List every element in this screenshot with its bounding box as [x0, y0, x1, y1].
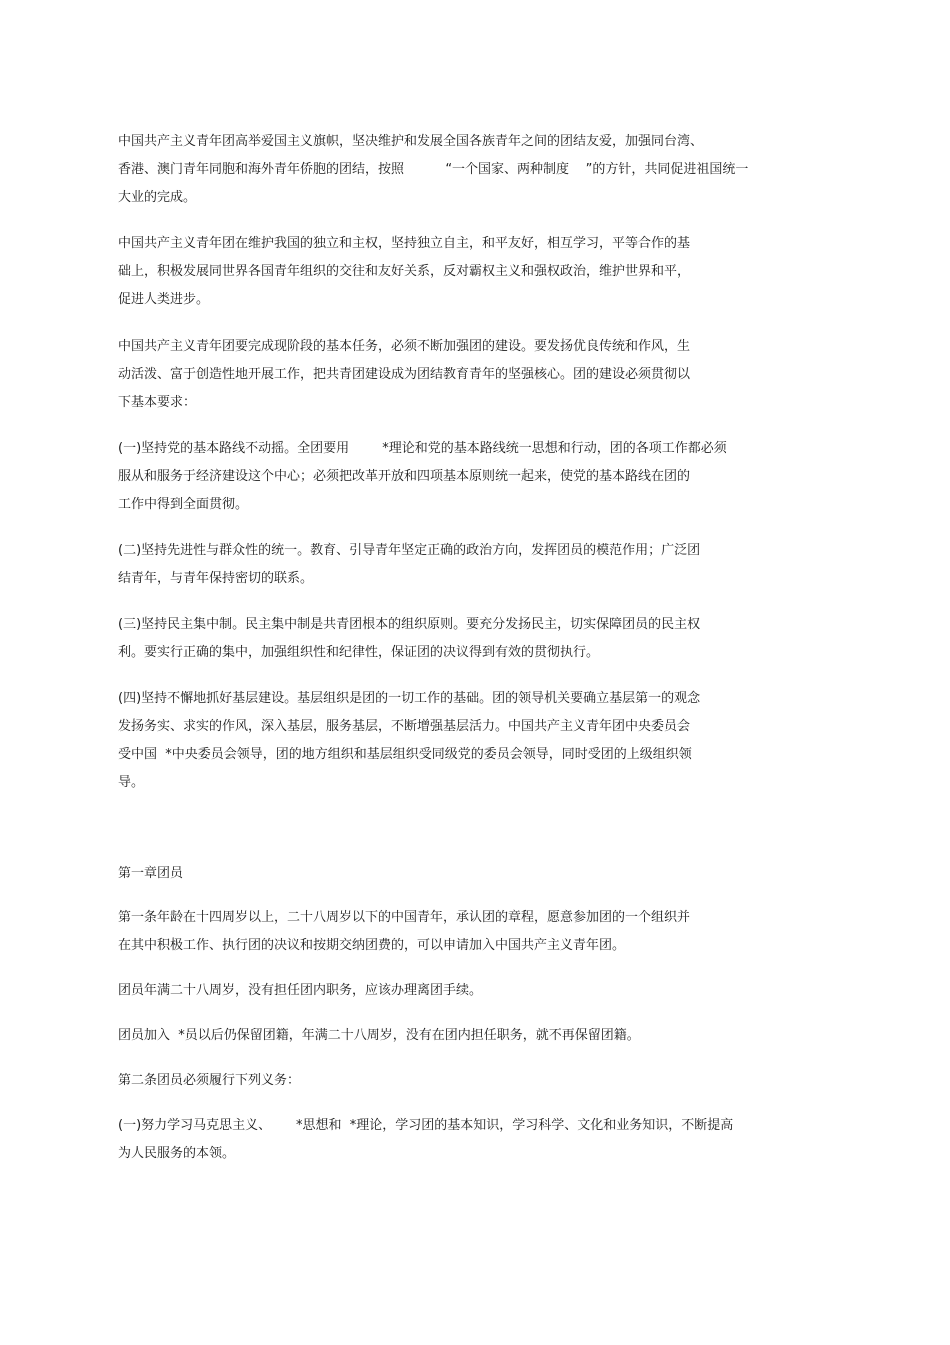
text-line: 中国共产主义青年团高举爱国主义旗帜，坚决维护和发展全国各族青年之间的团结友爱，加强同台湾、 — [118, 134, 704, 149]
text-line: 受中国 *中央委员会领导，团的地方组织和基层组织受同级党的委员会领导，同时受团的上级组织领 — [118, 747, 692, 762]
text-line: 服从和服务于经济建设这个中心；必须把改革开放和四项基本原则统一起来，使党的基本路线在团的 — [118, 469, 691, 484]
text-line: 第二条团员必须履行下列义务： — [118, 1073, 301, 1088]
text-line: (三)坚持民主集中制。民主集中制是共青团根本的组织原则。要充分发扬民主，切实保障团员的民主权 — [118, 617, 701, 632]
text-line: 第一条年龄在十四周岁以上，二十八周岁以下的中国青年，承认团的章程，愿意参加团的一个组织并 — [118, 910, 691, 925]
text-line: 利。要实行正确的集中，加强组织性和纪律性，保证团的决议得到有效的贯彻执行。 — [118, 645, 600, 660]
text-line: (二)坚持先进性与群众性的统一。教育、引导青年坚定正确的政治方向，发挥团员的模范作用；广泛团 — [118, 543, 701, 558]
text-line: 在其中积极工作、执行团的决议和按期交纳团费的，可以申请加入中国共产主义青年团。 — [118, 938, 626, 953]
text-line: 发扬务实、求实的作风，深入基层，服务基层，不断增强基层活力。中国共产主义青年团中央委员会 — [118, 719, 691, 734]
text-line: 导。 — [118, 775, 145, 790]
text-line: (一)坚持党的基本路线不动摇。全团要用 *理论和党的基本路线统一思想和行动，团的各项工作都必须 — [118, 441, 727, 456]
text-line: 团员年满二十八周岁，没有担任团内职务，应该办理离团手续。 — [118, 983, 483, 998]
text-line: (一)努力学习马克思主义、 *思想和 *理论，学习团的基本知识，学习科学、文化和业务知识，不断提高 — [118, 1118, 734, 1133]
text-line: 促进人类进步。 — [118, 292, 210, 307]
text-line: 香港、澳门青年同胞和海外青年侨胞的团结，按照 “一个国家、两种制度 ”的方针，共同促进祖国统一 — [118, 162, 749, 177]
text-line: 工作中得到全面贯彻。 — [118, 497, 249, 512]
text-line: 团员加入 *员以后仍保留团籍，年满二十八周岁，没有在团内担任职务，就不再保留团籍。 — [118, 1028, 640, 1043]
text-line: 中国共产主义青年团在维护我国的独立和主权，坚持独立自主，和平友好，相互学习，平等合作的基 — [118, 236, 691, 251]
text-line: 础上，积极发展同世界各国青年组织的交往和友好关系，反对霸权主义和强权政治，维护世界和平， — [118, 264, 691, 279]
text-line: 下基本要求： — [118, 395, 197, 410]
text-line: 大业的完成。 — [118, 190, 197, 205]
text-line: 结青年，与青年保持密切的联系。 — [118, 571, 314, 586]
text-line: 为人民服务的本领。 — [118, 1146, 236, 1161]
chapter-heading: 第一章团员 — [118, 866, 184, 881]
text-line: (四)坚持不懈地抓好基层建设。基层组织是团的一切工作的基础。团的领导机关要确立基层第一的观念 — [118, 691, 701, 706]
text-line: 中国共产主义青年团要完成现阶段的基本任务，必须不断加强团的建设。要发扬优良传统和作风，生 — [118, 339, 691, 354]
text-line: 动活泼、富于创造性地开展工作，把共青团建设成为团结教育青年的坚强核心。团的建设必须贯彻以 — [118, 367, 691, 382]
